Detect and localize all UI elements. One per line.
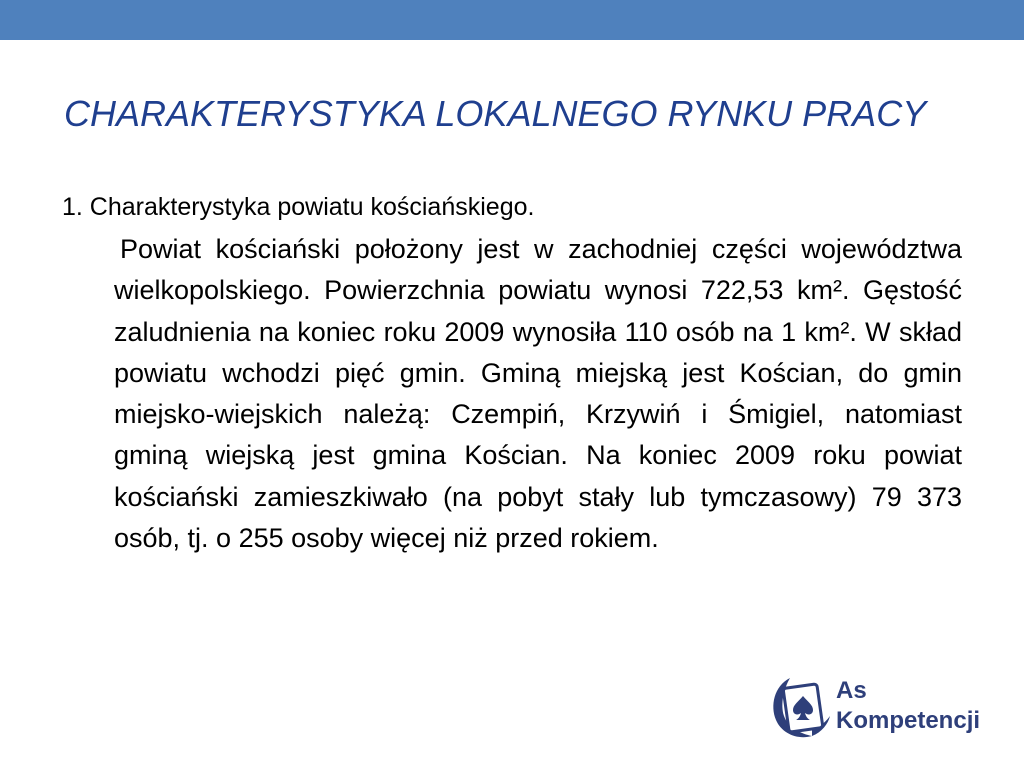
spade-logo-icon (768, 672, 832, 742)
body-paragraph: Powiat kościański położony jest w zachodniej części województwa wielkopolskiego. Powierzchnia powiatu wynosi 722,53 km². Gęstość zaludnienia na koniec roku 2009 wynosiła 110 osób na 1 km². W skład powiatu wchodzi pięć gmin. Gminą miejską jest Kościan, do gmin miejsko-wiejskich należą: Czempiń, Krzywiń i Śmigiel, natomiast gminą wiejską jest gmina Kościan. Na koniec 2009 roku powiat kościański zamieszkiwało (na pobyt stały lub tymczasowy) 79 373 osób, tj. o 255 osoby więcej niż przed rokiem. (114, 234, 962, 554)
slide-subtitle: 1. Charakterystyka powiatu kościańskiego. (62, 193, 535, 221)
top-accent-bar (0, 0, 1024, 40)
slide-title: CHARAKTERYSTYKA LOKALNEGO RYNKU PRACY (64, 93, 927, 134)
logo-text (836, 676, 980, 736)
as-kompetencji-logo (768, 672, 998, 748)
logo-line-2: Kompetencji (836, 707, 981, 734)
logo-line-1: As (836, 677, 867, 704)
